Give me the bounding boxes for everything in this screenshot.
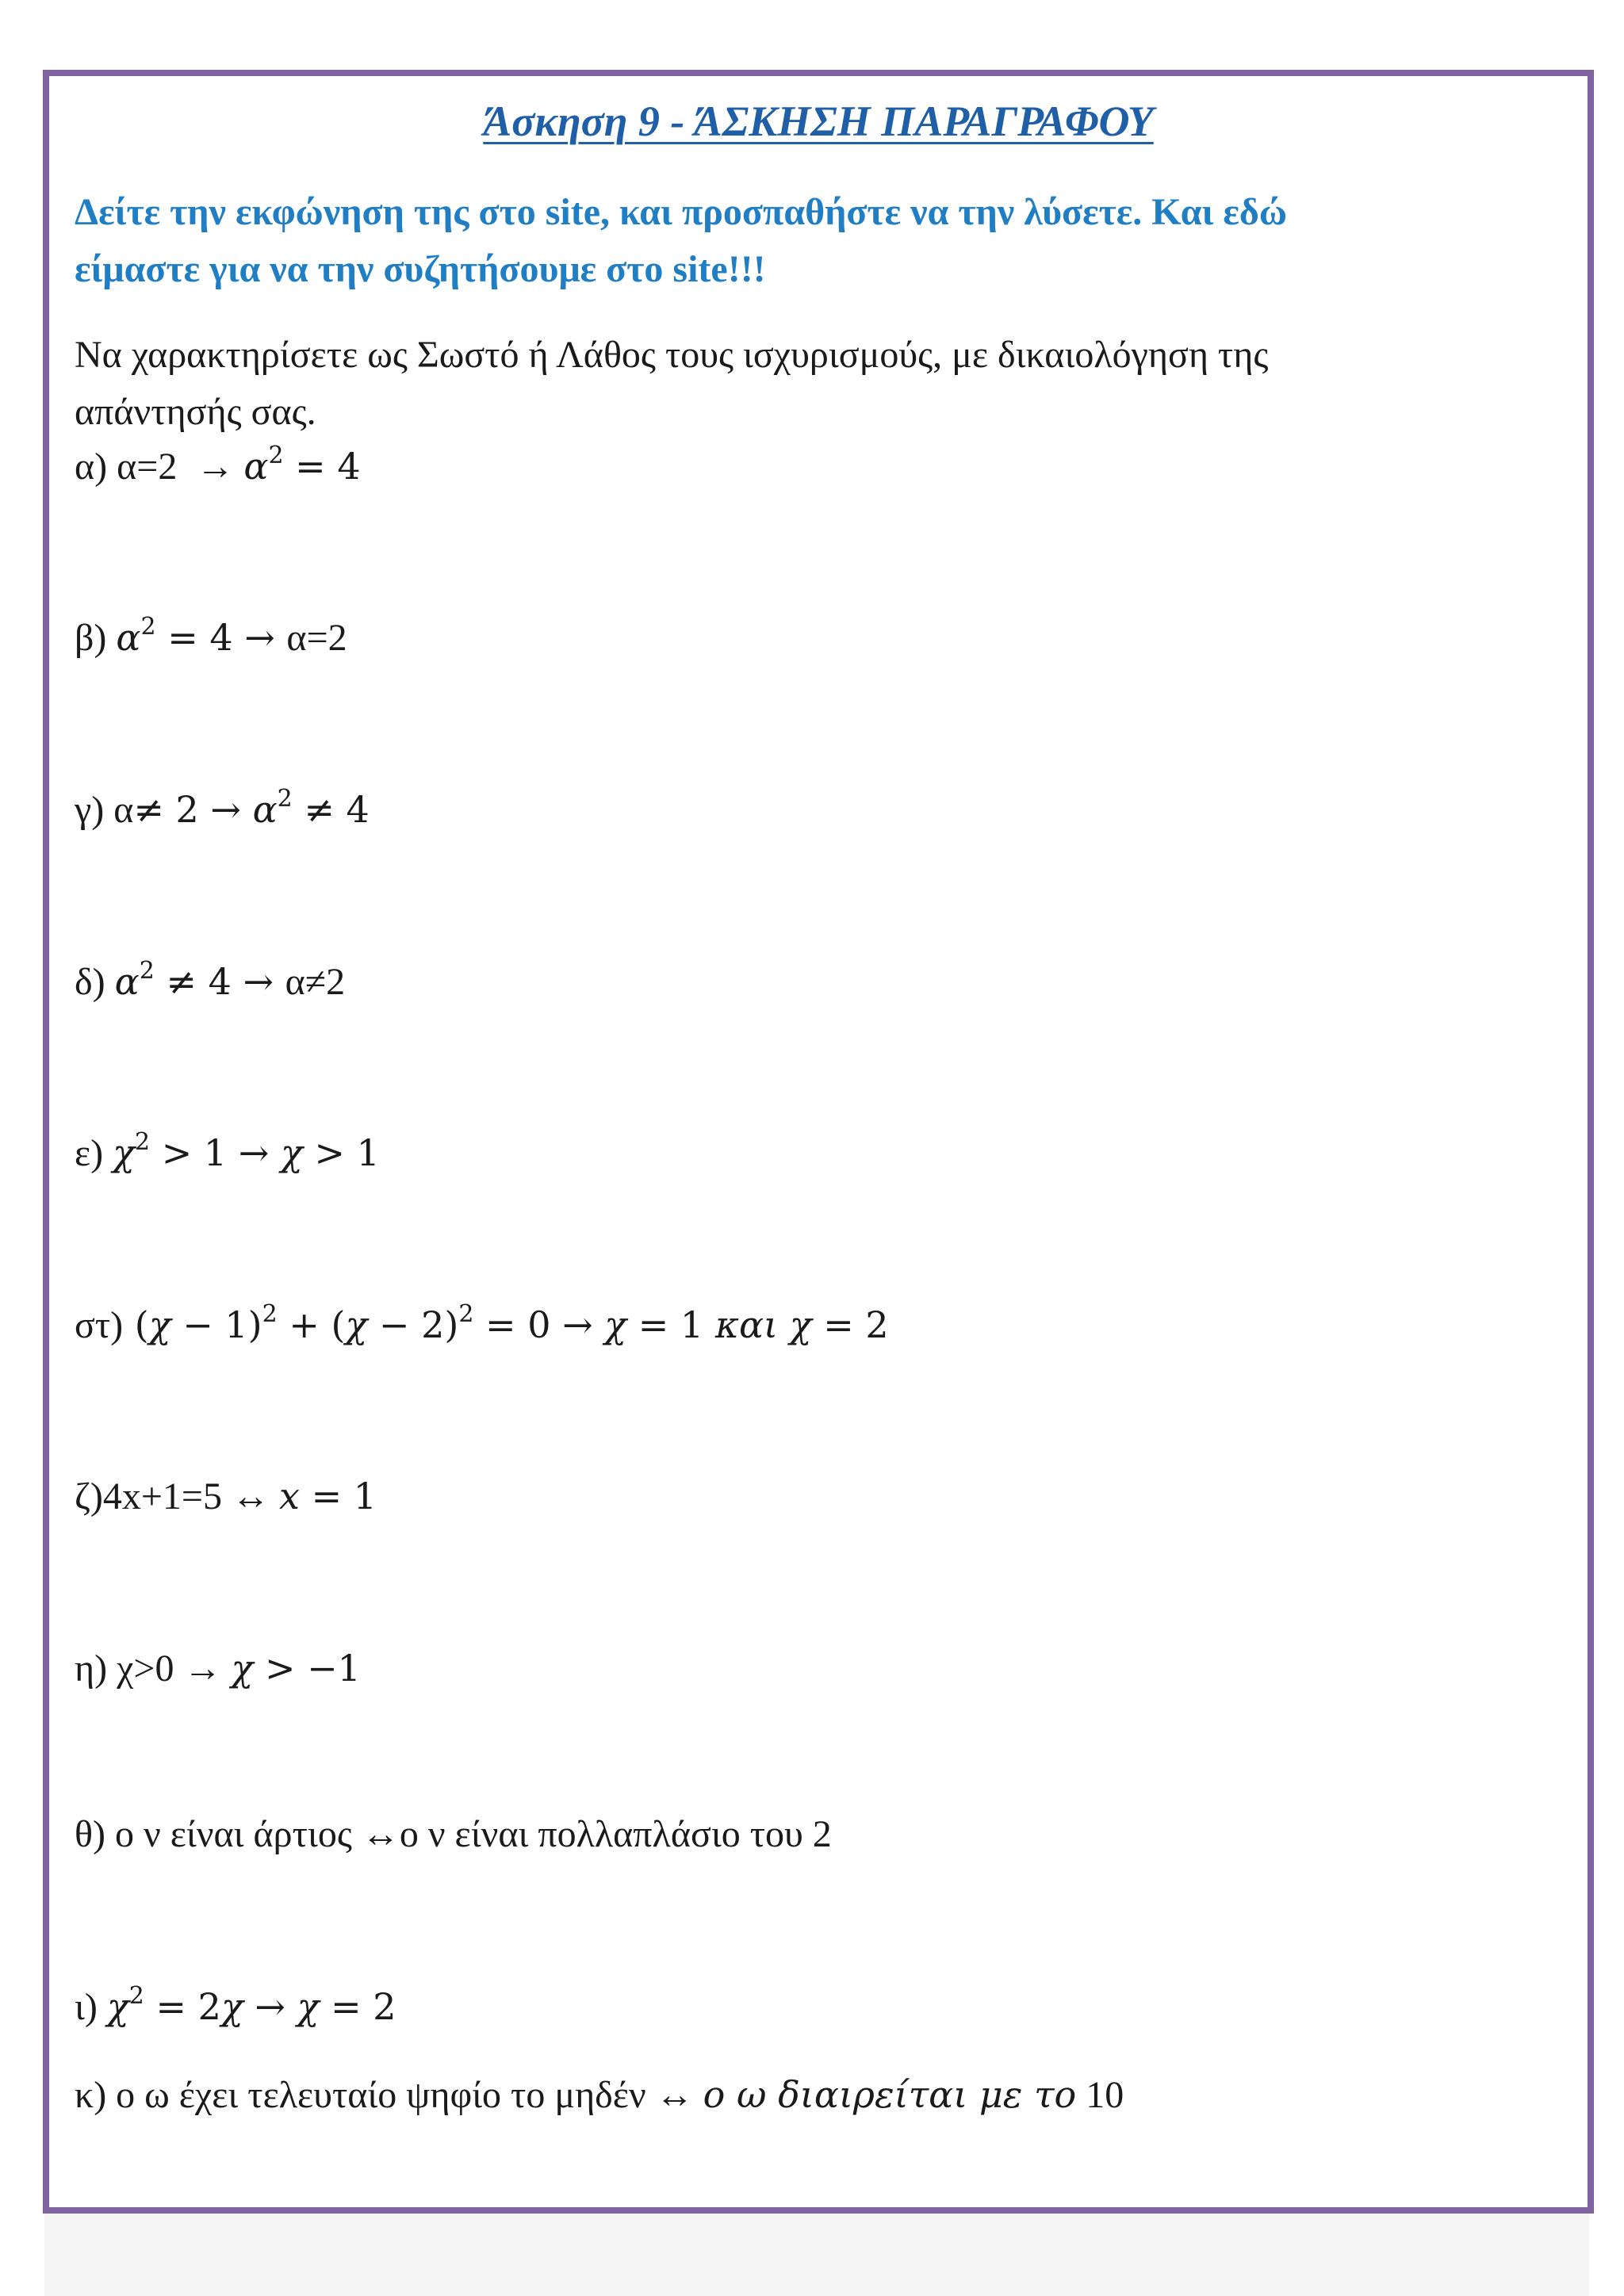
- statement-label: ι): [75, 1986, 98, 2028]
- exponent: 2: [140, 613, 156, 641]
- statement-z: [75, 1471, 377, 1522]
- statement-label: ε): [75, 1132, 104, 1174]
- math-variable: α: [116, 616, 141, 659]
- statement-th: [75, 1809, 832, 1860]
- statement-d: [75, 956, 345, 1008]
- statement-label: κ): [75, 2074, 107, 2116]
- exercise-frame: [43, 70, 1594, 2214]
- statement-text: χ>0 →: [107, 1647, 232, 1689]
- math-variable: χ: [220, 1985, 243, 2028]
- exponent: 2: [128, 1982, 144, 2010]
- math-expression: + (: [277, 1303, 346, 1346]
- exponent: 2: [277, 785, 293, 813]
- statement-a: [75, 441, 361, 492]
- math-variable: χ: [113, 1131, 136, 1174]
- exponent: 2: [135, 1128, 151, 1156]
- exponent: 2: [268, 442, 284, 469]
- instructions-line-1: Να χαρακτηρίσετε ως Σωστό ή Λάθος τους ισχυρισμούς, με δικαιολόγηση της: [75, 334, 1269, 376]
- instructions-line-2: απάντησής σας.: [75, 391, 316, 433]
- statement-text: α=2 →: [107, 446, 244, 488]
- math-expression: ≠ 4 →: [154, 960, 285, 1003]
- intro-line-1: Δείτε την εκφώνηση της στο site, και προσπαθήστε να την λύσετε. Και εδώ: [75, 191, 1287, 233]
- math-expression: − 2): [367, 1303, 459, 1346]
- math-expression: = 0 →: [473, 1303, 605, 1346]
- math-variable: α: [252, 788, 278, 831]
- statement-i: [75, 1981, 396, 2033]
- statement-label: στ): [75, 1304, 124, 1346]
- math-variable: α: [114, 960, 140, 1003]
- statement-h: [75, 1643, 361, 1694]
- math-expression: →: [243, 1985, 297, 2028]
- statement-label: δ): [75, 961, 105, 1003]
- exercise-title: Άσκηση 9 - ΆΣΚΗΣΗ ΠΑΡΑΓΡΑΦΟΥ: [483, 98, 1154, 145]
- statement-e: [75, 1127, 380, 1179]
- math-variable: και χ: [714, 1303, 812, 1346]
- math-variable: χ: [148, 1303, 171, 1346]
- statement-text: α: [104, 789, 134, 831]
- statement-c: [75, 784, 370, 836]
- statement-text: [106, 617, 116, 659]
- statement-label: γ): [75, 789, 105, 831]
- statement-text: ο ω έχει τελευταίο ψηφίο το μηδέν ↔: [106, 2074, 703, 2116]
- statement-label: β): [75, 617, 107, 659]
- math-expression: = 2: [319, 1985, 396, 2028]
- math-expression: = 1: [626, 1303, 715, 1346]
- math-expression: > 1 →: [150, 1131, 281, 1174]
- exponent: 2: [139, 957, 155, 985]
- math-expression: (: [123, 1303, 149, 1346]
- math-expression: = 4: [283, 445, 361, 488]
- statement-label: α): [75, 446, 108, 488]
- exponent: 2: [458, 1300, 474, 1328]
- statement-text: 4x+1=5 ↔: [102, 1475, 279, 1517]
- statement-label: ζ): [75, 1475, 103, 1517]
- math-expression: ≠ 4: [292, 788, 370, 831]
- math-variable: χ: [231, 1647, 254, 1689]
- statement-text: [103, 1132, 113, 1174]
- math-variable: χ: [345, 1303, 368, 1346]
- intro-line-2: είμαστε για να την συζητήσουμε στο site!!!: [75, 248, 766, 290]
- exponent: 2: [262, 1300, 278, 1328]
- statement-text: ο ν είναι άρτιος ↔ο ν είναι πολλαπλάσιο του 2: [105, 1813, 832, 1855]
- statement-k: [75, 2069, 1124, 2121]
- math-expression: = 2: [144, 1985, 221, 2028]
- math-variable: χ: [604, 1303, 627, 1346]
- math-variable: α: [243, 445, 269, 488]
- math-expression: = 4 →: [155, 616, 287, 659]
- math-expression: = 2: [811, 1303, 889, 1346]
- math-expression: > 1: [302, 1131, 380, 1174]
- statement-b: [75, 612, 347, 664]
- statement-text: α=2: [286, 617, 347, 659]
- math-variable: χ: [297, 1985, 320, 2028]
- math-variable: ο ω διαιρείται με το: [703, 2073, 1077, 2116]
- statement-label: θ): [75, 1813, 105, 1855]
- statement-text: α≠2: [285, 961, 346, 1003]
- statement-label: η): [75, 1647, 108, 1689]
- math-expression: ≠ 2 →: [133, 788, 253, 831]
- math-variable: x: [279, 1475, 300, 1517]
- intro-note: [75, 184, 1565, 298]
- statement-text: [98, 1986, 107, 2028]
- statement-st: [75, 1299, 889, 1351]
- statement-text: 10: [1076, 2074, 1124, 2116]
- math-expression: = 1: [299, 1475, 377, 1517]
- math-expression: − 1): [170, 1303, 262, 1346]
- math-variable: χ: [106, 1985, 129, 2028]
- page-footer-band: [44, 2209, 1589, 2296]
- math-variable: χ: [280, 1131, 303, 1174]
- math-expression: > −1: [253, 1647, 361, 1689]
- statement-text: [105, 961, 115, 1003]
- instructions: [75, 327, 1565, 441]
